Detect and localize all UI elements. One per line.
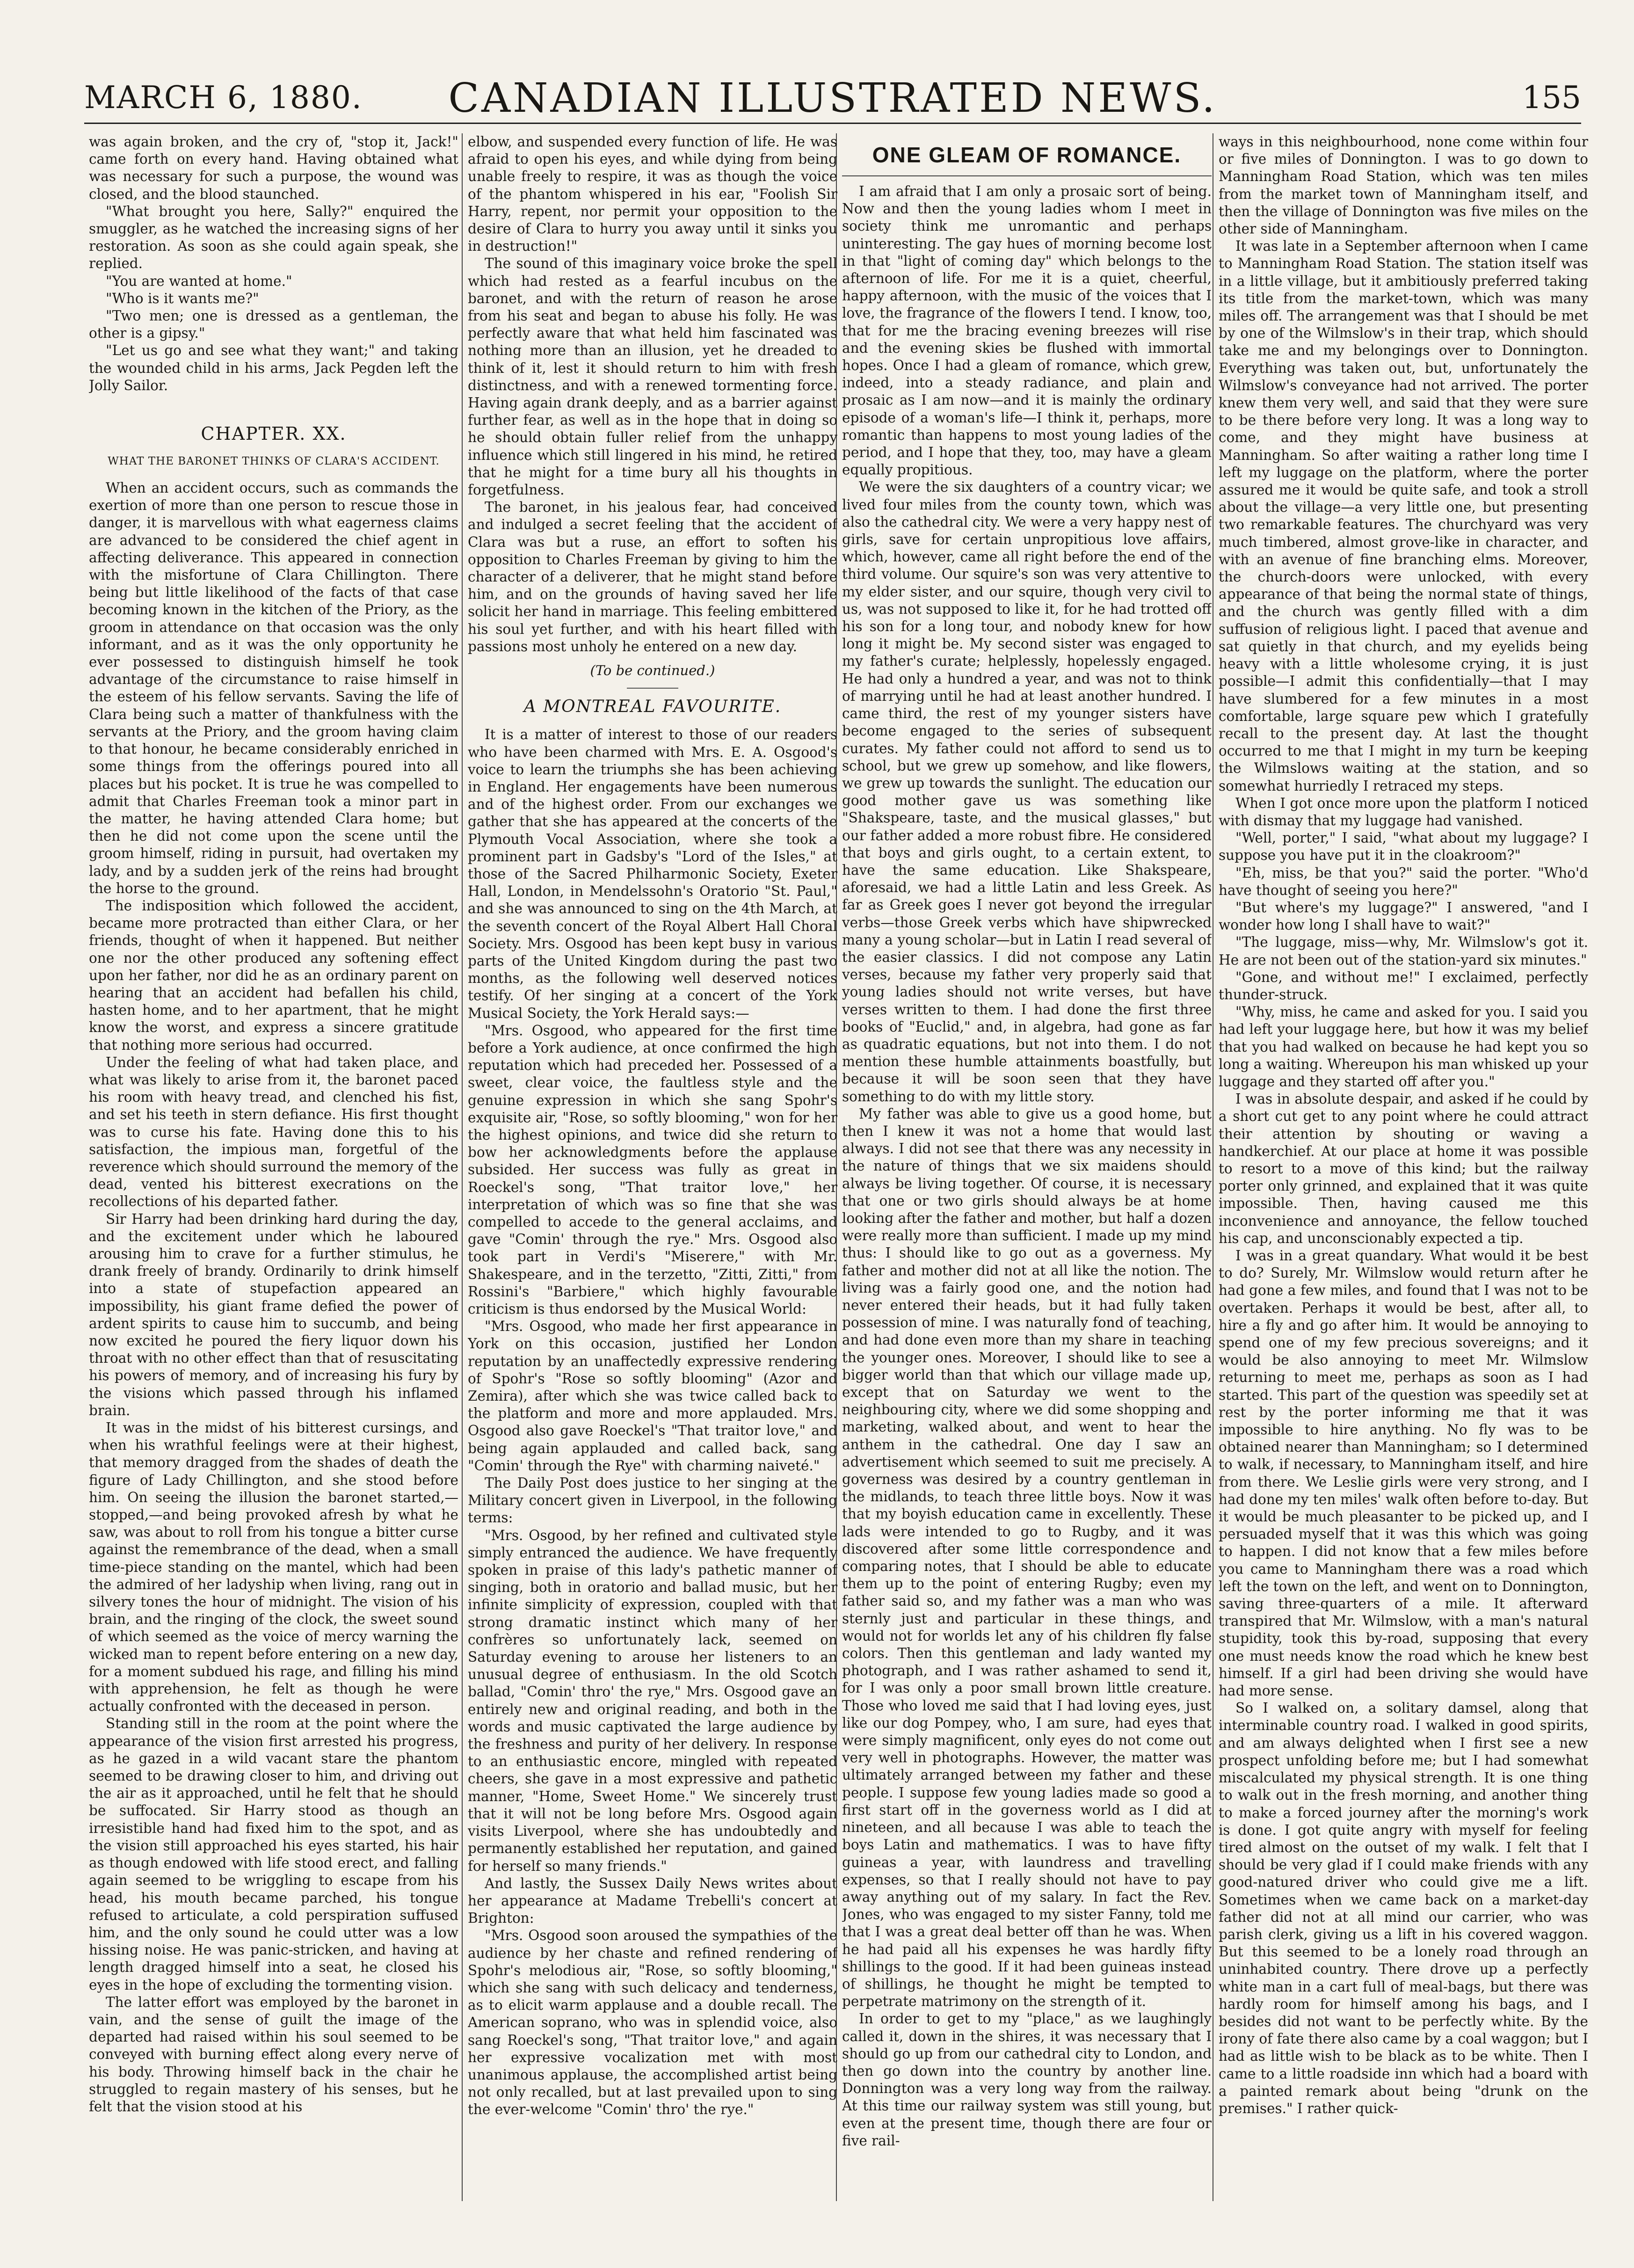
paragraph: "Let us go and see what they want;" and taking the wounded child in his arms, Jack Pegden left the Jolly Sailor. — [89, 342, 458, 393]
paragraph: In order to get to my "place," as we laughingly called it, down in the shires, it was necessary that I should go up from our cathedral city to London, and then go down into the country by another line. Donnington was a very long way from the railway. At this time our railway system was still young, but even at the present time, though there are four or five rail- — [842, 2011, 1212, 2149]
paragraph: And lastly, the Sussex Daily News writes about her appearance at Madame Trebelli's concert at Brighton: — [468, 1875, 837, 1926]
paragraph: I am afraid that I am only a prosaic sort of being. Now and then the young ladies whom I meet in society think me unromantic and perhaps uninteresting. The gay hues of morning become lost in that "light of coming day" which belongs to the afternoon of life. For me it is a quiet, cheerful, happy afternoon, with the music of the voices that I love, the fragrance of the flowers I tend. I know, too, that for me the bracing evening breezes will rise and the evening skies be flushed with immortal hopes. Once I had a gleam of romance, which grew, indeed, into a steady radiance, and plain and prosaic as I am now—and it is mainly the ordinary episode of a woman's life—I think it, perhaps, more romantic than happens to most young ladies of the period, and I hope that they, too, may have a gleam equally propitious. — [842, 183, 1212, 478]
header-rule — [84, 123, 1581, 124]
paragraph: Standing still in the room at the point where the appearance of the vision first arrested his progress, as he gazed in a wild vacant stare the phantom seemed to be drawing closer to him, and driving out the air as it approached, until he felt that he should be suffocated. Sir Harry stood as though an irresistible hand had fixed him to the spot, and as the vision still approached his eyes started, his hair as though endowed with life stood erect, and falling again seemed to be wriggling to escape from his head, his mouth became parched, his tongue refused to articulate, a cold perspiration suffused him, and the only sound he could utter was a low hissing noise. He was panic-stricken, and having at length dragged himself into a seat, he closed his eyes in the hope of excluding the tormenting vision. — [89, 1716, 458, 1993]
paragraph: "The luggage, miss—why, Mr. Wilmslow's got it. He are not been out of the station-yard six minutes." — [1219, 934, 1588, 968]
paragraph: "Two men; one is dressed as a gentleman, the other is a gipsy." — [89, 308, 458, 342]
section-rule — [627, 688, 678, 689]
paragraph: "Eh, miss, be that you?" said the porter. "Who'd have thought of seeing you here?" — [1219, 865, 1588, 898]
paragraph: "Mrs. Osgood, who made her first appearance in York on this occasion, justified her London reputation by an unaffectedly expressive rendering of Spohr's "Rose so softly blooming" (Azor and Zemira), after which she was twice called back to the platform and more and more applauded. Mrs. Osgood also gave Roeckel's "That traitor love," and being again applauded and called back, sang "Comin' through the Rye" with charming naiveté." — [468, 1318, 837, 1474]
paragraph: elbow, and suspended every function of life. He was afraid to open his eyes, and while dying from being unable freely to respire, it was as though the voice of the phantom whispered in his ear, "Foolish Sir Harry, repent, nor permit your opposition to the desire of Clara to hurry you away until it sinks you in destruction!" — [468, 134, 837, 254]
paragraph: The latter effort was employed by the baronet in vain, and the sense of guilt the image of the departed had raised within his soul seemed to be conveyed with burning effect along every nerve of his body. Throwing himself back in the chair he struggled to regain mastery of his senses, but he felt that the vision stood at his — [89, 1994, 458, 2115]
paragraph: I was in a great quandary. What would it be best to do? Surely, Mr. Wilmslow would return after he had gone a few miles, and found that I was not to be overtaken. Perhaps it would be best, after all, to hire a fly and go after him. It would be annoying to spend one of my few precious sovereigns; and it would be also annoying to meet Mr. Wilmslow returning to meet me, perhaps as soon as I had started. This part of the question was speedily set at rest by the porter informing me that it was impossible to hire anything. No fly was to be obtained nearer than Manningham; so I determined to walk, if necessary, to Manningham itself, and hire from there. We Leslie girls were very strong, and I had done my ten miles' walk often before to-day. But it would be much pleasanter to be picked up, and I persuaded myself that it was this which was going to happen. I did not know that a few miles before you came to Manningham there was a road which left the town on the left, and went on to Donnington, saving three-quarters of a mile. It afterward transpired that Mr. Wilmslow, with a man's natural stupidity, took this by-road, supposing that every one must needs know the road which he knew best himself. If a girl had been driving she would have had more sense. — [1219, 1248, 1588, 1699]
paragraph: So I walked on, a solitary damsel, along that interminable country road. I walked in good spirits, and am always delighted when I first see a new prospect unfolding before me; but I had somewhat miscalculated my physical strength. It is one thing to walk out in the fresh morning, and another thing to make a forced journey after the morning's work is done. I got quite angry with myself for feeling tired almost on the outset of my walk. I felt that I should be very glad if I could make friends with any good-natured driver who could give me a lift. Sometimes when we came back on a market-day father did not at all mind our carrier, who was parish clerk, giving us a lift in his covered waggon. But this seemed to be a lonely road through an uninhabited country. There drove up a perfectly white man in a cart full of meal-bags, but there was hardly room for himself among his bags, and I besides did not want to be perfectly white. By the irony of fate there also came by a coal waggon; but I had as little wish to be black as to be white. Then I came to a little roadside inn which had a board with a painted remark about being "drunk on the premises." I rather quick- — [1219, 1700, 1588, 2116]
paragraph: When I got once more upon the platform I noticed with dismay that my luggage had vanished. — [1219, 795, 1588, 829]
paragraph: "Mrs. Osgood, by her refined and cultivated style simply entranced the audience. We have frequently spoken in praise of this lady's pathetic manner of singing, both in oratorio and ballad music, but her infinite simplicity of expression, coupled with that strong dramatic instinct which many of her confrères so unfortunately lack, seemed on Saturday evening to arouse her listeners to an unusual degree of enthusiasm. In the old Scotch ballad, "Comin' thro' the rye," Mrs. Osgood gave an entirely new and original reading, and both in the words and music captivated the large audience by the freshness and purity of her delivery. In response to an enthusiastic encore, mingled with repeated cheers, she gave in a most expressive and pathetic manner, "Home, Sweet Home." We sincerely trust that it will not be long before Mrs. Osgood again visits Liverpool, where she has undoubtedly and permanently established her reputation, and gained for herself so many friends." — [468, 1527, 837, 1874]
paragraph: ways in this neighbourhood, none come within four or five miles of Donnington. I was to go down to Manningham Road Station, which was ten miles from the market town of Manningham itself, and then the village of Donnington was five miles on the other side of Manningham. — [1219, 134, 1588, 237]
to-be-continued: (To be continued.) — [590, 662, 715, 679]
paragraph: The Daily Post does justice to her singing at the Military concert given in Liverpool, in the following terms: — [468, 1475, 837, 1526]
paragraph: "Mrs. Osgood soon aroused the sympathies of the audience by her chaste and refined rendering of Spohr's melodious air, "Rose, so softly blooming," which she sang with such delicacy and tenderness, as to elicit warm applause and a double recall. The American soprano, who was in splendid voice, also sang Roeckel's song, "That traitor love," and again her expressive vocalization met with most unanimous applause, the accomplished artist being not only recalled, but at last prevailed upon to sing the ever-welcome "Comin' thro' the rye." — [468, 1927, 837, 2118]
paragraph: "Well, porter," I said, "what about my luggage? I suppose you have put it in the cloakroom?" — [1219, 830, 1588, 864]
column-4 — [1219, 133, 1588, 2201]
paragraph: "Why, miss, he came and asked for you. I said you had left your luggage here, but how it was my belief that you had walked on because he had kept you so long a waiting. Whereupon his man whisked up your luggage and they started off after you." — [1219, 1004, 1588, 1090]
paragraph: was again broken, and the cry of, "stop it, Jack!" came forth on every hand. Having obtained what was necessary for such a purpose, the wound was closed, and the blood staunched. — [89, 134, 458, 202]
column-divider — [462, 133, 463, 2201]
paragraph: Sir Harry had been drinking hard during the day, and the excitement under which he laboured arousing him to crave for a further stimulus, he drank freely of brandy. Ordinarily to drink himself into a state of stupefaction appeared an impossibility, his giant frame defied the power of ardent spirits to cause him to succumb, and being now excited he poured the fiery liquor down his throat with no other effect than that of resuscitating his powers of memory, and of increasing his fury by the visions which passed through his inflamed brain. — [89, 1211, 458, 1418]
issue-date: MARCH 6, 1880. — [84, 80, 363, 116]
paragraph: The indisposition which followed the accident, became more protracted than either Clara, or her friends, thought of when it happened. But neither one nor the other produced any softening effect upon her father, nor did he as an ordinary parent on hearing that an accident had befallen his child, hasten home, and to her apartment, that he might know the worst, and express a sincere gratitude that nothing more serious had occurred. — [89, 897, 458, 1053]
column-3 — [842, 133, 1212, 2201]
paragraph: "You are wanted at home." — [106, 273, 292, 289]
paragraph: "Mrs. Osgood, who appeared for the first time before a York audience, at once confirmed the high reputation which had preceded her. Possessed of a sweet, clear voice, the faultless style and the genuine expression in which she sang Spohr's exquisite air, "Rose, so softly blooming," won for her the highest opinions, and twice did she return to bow her acknowledgments before the applause subsided. Her success was fully as great in Roeckel's song, "That traitor love," her interpretation of which was so fine that she was compelled to accede to the general acclaims, and gave "Comin' through the rye." Mrs. Osgood also took part in Verdi's "Miserere," with Mr. Shakespeare, and in the terzetto, "Zitti, Zitti," from Rossini's "Barbiere," which highly favourable criticism is thus endorsed by the Musical World: — [468, 1022, 837, 1317]
paragraph: I was in absolute despair, and asked if he could by a short cut get to any point where he could attract their attention by shouting or waving a handkerchief. At our place at home it was possible to resort to a move of this kind; but the railway porter only grinned, and explained that it was quite impossible. Then, having caused me this inconvenience and annoyance, the fellow touched his cap, and unconscionably expected a tip. — [1219, 1091, 1588, 1246]
paragraph: Under the feeling of what had taken place, and what was likely to arise from it, the baronet paced his room with heavy tread, and clenched his fist, and set his teeth in stern defiance. His first thought was to curse his fate. Having done this to his satisfaction, the impious man, forgetful of the reverence which should surround the memory of the dead, vented his bitterest execrations on the recollections of his departed father. — [89, 1054, 458, 1210]
column-1 — [89, 133, 458, 2201]
paragraph: The sound of this imaginary voice broke the spell which had rested as a fearful incubus on the baronet, and with the return of reason he arose from his seat and began to abuse his folly. He was perfectly aware that what held him fascinated was nothing more than an illusion, yet he dreaded to think of it, lest it should return to him with fresh distinctness, and with a renewed tormenting force. Having again drank deeply, and as a barrier against further fear, as well as in the hope that in doing so he should obtain fuller relief from the unhappy influence which still lingered in his mind, he retired that he might for a time bury all his thoughts in forgetfulness. — [468, 255, 837, 498]
paragraph: "What brought you here, Sally?" enquired the smuggler, as he watched the increasing signs of her restoration. As soon as she could again speak, she replied. — [89, 203, 458, 272]
paragraph: "Gone, and without me!" I exclaimed, perfectly thunder-struck. — [1219, 969, 1588, 1003]
title-rule — [842, 175, 1212, 176]
page-header — [84, 70, 1581, 131]
chapter-subheading: WHAT THE BARONET THINKS OF CLARA'S ACCIDENT. — [108, 455, 440, 468]
page-number: 155 — [1522, 80, 1581, 116]
paragraph: It was late in a September afternoon when I came to Manningham Road Station. The station itself was in a little village, but it ambitiously preferred taking its title from the market-town, which was many miles off. The arrangement was that I should be met by one of the Wilmslow's in their trap, which should take me and my belongings over to Donnington. Everything was taken out, but, unfortunately the Wilmslow's conveyance had not arrived. The porter knew them very well, and said that they were sure to be there before very long. It was a long way to come, and they might have business at Manningham. So after waiting a rather long time I left my luggage on the platform, where the porter assured me it would be quite safe, and took a stroll about the village—a very little one, but presenting two remarkable features. The churchyard was very much timbered, almost grove-like in character, and with an avenue of fine branching elms. Moreover, the church-doors were unlocked, with every appearance of that being the normal state of things, and the church was gently filled with a dim suffusion of religious light. I paced that avenue and sat quietly in that church, and my eyelids being heavy with a little wholesome crying, it is just possible—I admit this confidentially—that I may have slumbered for a few minutes in a most comfortable, large square pew which I gratefully recall to the present day. At last the thought occurred to me that I might in my turn be keeping the Wilmslows waiting at the station, and so somewhat hurriedly I retraced my steps. — [1219, 238, 1588, 794]
article-title: A MONTREAL FAVOURITE. — [523, 697, 782, 717]
article-title: ONE GLEAM OF ROMANCE. — [872, 143, 1182, 167]
paragraph: The baronet, in his jealous fear, had conceived and indulged a secret feeling that the accident of Clara was but a ruse, an effort to soften his opposition to Charles Freeman by giving to him the character of a deliverer, that he might stand before him, and on the grounds of having saved her life solicit her hand in marriage. This feeling embittered his soul yet further, and with his heart filled with passions most unholy he entered on a new day. — [468, 499, 837, 654]
paragraph: When an accident occurs, such as commands the exertion of more than one person to rescue those in danger, it is marvellous with what eagerness claims are advanced to be considered the chief agent in affecting deliverance. This appeared in connection with the misfortune of Clara Chillington. There being but little likelihood of the facts of that case becoming known in the kitchen of the Priory, as the groom in attendance on that occasion was the only informant, and as it was the only opportunity he ever possessed to distinguish himself he took advantage of the circumstance to raise himself in the esteem of his fellow servants. Saving the life of Clara being such a matter of thankfulness with the servants at the Priory, and the groom having claim to that honour, he became considerably enriched in some things from the offerings poured into all places but his pocket. It is true he was compelled to admit that Charles Freeman took a minor part in the matter, he having attended Clara home; but then he did not come upon the scene until the groom himself, riding in pursuit, had overtaken my lady, and by a sudden jerk of the reins had brought the horse to the ground. — [89, 480, 458, 896]
paragraph: It is a matter of interest to those of our readers who have been charmed with Mrs. E. A. Osgood's voice to learn the triumphs she has been achieving in England. Her engagements have been numerous and of the highest order. From our exchanges we gather that she has appeared at the concerts of the Plymouth Vocal Association, where she took a prominent part in Gadsby's "Lord of the Isles," at those of the Sacred Philharmonic Society, Exeter Hall, London, in Mendelssohn's Oratorio "St. Paul," and she was announced to sing on the 4th March, at the seventh concert of the Royal Albert Hall Choral Society. Mrs. Osgood has been kept busy in various parts of the United Kingdom during the past two months, as the following well deserved notices testify. Of her singing at a concert of the York Musical Society, the York Herald says:— — [468, 727, 837, 1021]
column-2 — [468, 133, 837, 2201]
paragraph: "But where's my luggage?" I answered, "and I wonder how long I shall have to wait?" — [1219, 899, 1588, 933]
paragraph: It was in the midst of his bitterest cursings, and when his wrathful feelings were at their highest, that memory dragged from the shades of death the figure of Lady Chillington, and she stood before him. On seeing the illusion the baronet started,—stopped,—and being provoked afresh by what he saw, was about to roll from his tongue a bitter curse against the remembrance of the dead, when a small time-piece standing on the mantel, which had been the admired of her ladyship when living, rang out in silvery tones the hour of midnight. The vision of his brain, and the ringing of the clock, the sweet sound of which seemed as the voice of mercy warning the wicked man to repent before entering on a new day, for a moment subdued his rage, and filling his mind with apprehension, he felt as though he were actually confronted with the deceased in person. — [89, 1420, 458, 1715]
paragraph: We were the six daughters of a country vicar; we lived four miles from the county town, which was also the cathedral city. We were a very happy nest of girls, save for certain unpropitious love affairs, which, however, came all right before the end of the third volume. Our squire's son was very attentive to my elder sister, and our squire, though very civil to us, was not supposed to like it, for he had trotted off his son for a long tour, and nobody knew for how long it might be. My second sister was engaged to my father's curate; helplessly, hopelessly engaged. He had only a hundred a year, and was not to think of marrying until he had at least another hundred. I came third, the rest of my younger sisters have become engaged to the series of subsequent curates. My father could not afford to send us to school, but we grew up somehow, and like flowers, we grew up towards the sunlight. The education our good mother gave us was something like "Shakspeare, taste, and the musical glasses," but our father added a more robust fibre. He considered that boys and girls ought, to a certain extent, to have the same education. Like Shakspeare, aforesaid, we had a little Latin and less Greek. As far as Greek goes I never got beyond the irregular verbs—those Greek verbs which have shipwrecked many a young scholar—but in Latin I read several of the easier classics. I did not compose any Latin verses, because my father very properly said that young ladies should not write verses, but have verses written to them. I had done the first three books of "Euclid," and, in algebra, had gone as far as quadratic equations, but not into them. I do not mention these humble attainments boastfully, but because it will be soon seen that they have something to do with my little story. — [842, 479, 1212, 1105]
paragraph: My father was able to give us a good home, but then I knew it was not a home that would last always. I did not see that there was any necessity in the nature of things that we six maidens should always be living together. Of course, it is necessary that one or two girls should always be at home looking after the father and mother, but half a dozen were really more than sufficient. I made up my mind thus: I should like to go out as a governess. My father and mother did not at all like the notion. The living was a fairly good one, and the notion had never entered their heads, but it had fully taken possession of mine. I was naturally fond of teaching, and had done even more than my share in teaching the younger ones. Moreover, I should like to see a bigger world than that which our village made up, except that on Saturday we went to the neighbouring city, where we did some shopping and marketing, walked about, and went to hear the anthem in the cathedral. One day I saw an advertisement which seemed to suit me precisely. A governess was desired by a country gentleman in the midlands, to teach three little boys. Now it was that my boyish education came in excellently. These lads were intended to go to Rugby, and it was discovered after some little correspondence and comparing notes, that I should be able to educate them up to the point of entering Rugby; even my father said so, and my father was a man who was sternly just and particular in these things, and would not for worlds let any of his children fly false colors. Then this gentleman and lady wanted my photograph, and I was rather ashamed to send it, for I was only a poor small brown little creature. Those who loved me said that I had loving eyes, just like our dog Pompey, who, I am sure, had eyes that were simply magnificent, only eyes do not come out very well in photographs. However, the matter was ultimately arranged between my father and these people. I suppose few young ladies made so good a first start off in the governess world as I did at nineteen, and all because I was able to teach the boys Latin and mathematics. I was to have fifty guineas a year, with laundress and travelling expenses, so that I really should not have to pay away anything out of my salary. In fact the Rev. Jones, who was engaged to my sister Fanny, told me that I was a great deal better off than he was. When he had paid all his expenses he was hardly fifty shillings to the good. If it had been guineas instead of shillings, he thought he might be tempted to perpetrate matrimony on the strength of it. — [842, 1105, 1212, 2010]
masthead: CANADIAN ILLUSTRATED NEWS. — [448, 75, 1217, 122]
paragraph: "Who is it wants me?" — [106, 290, 259, 306]
chapter-heading: CHAPTER. XX. — [201, 423, 347, 444]
